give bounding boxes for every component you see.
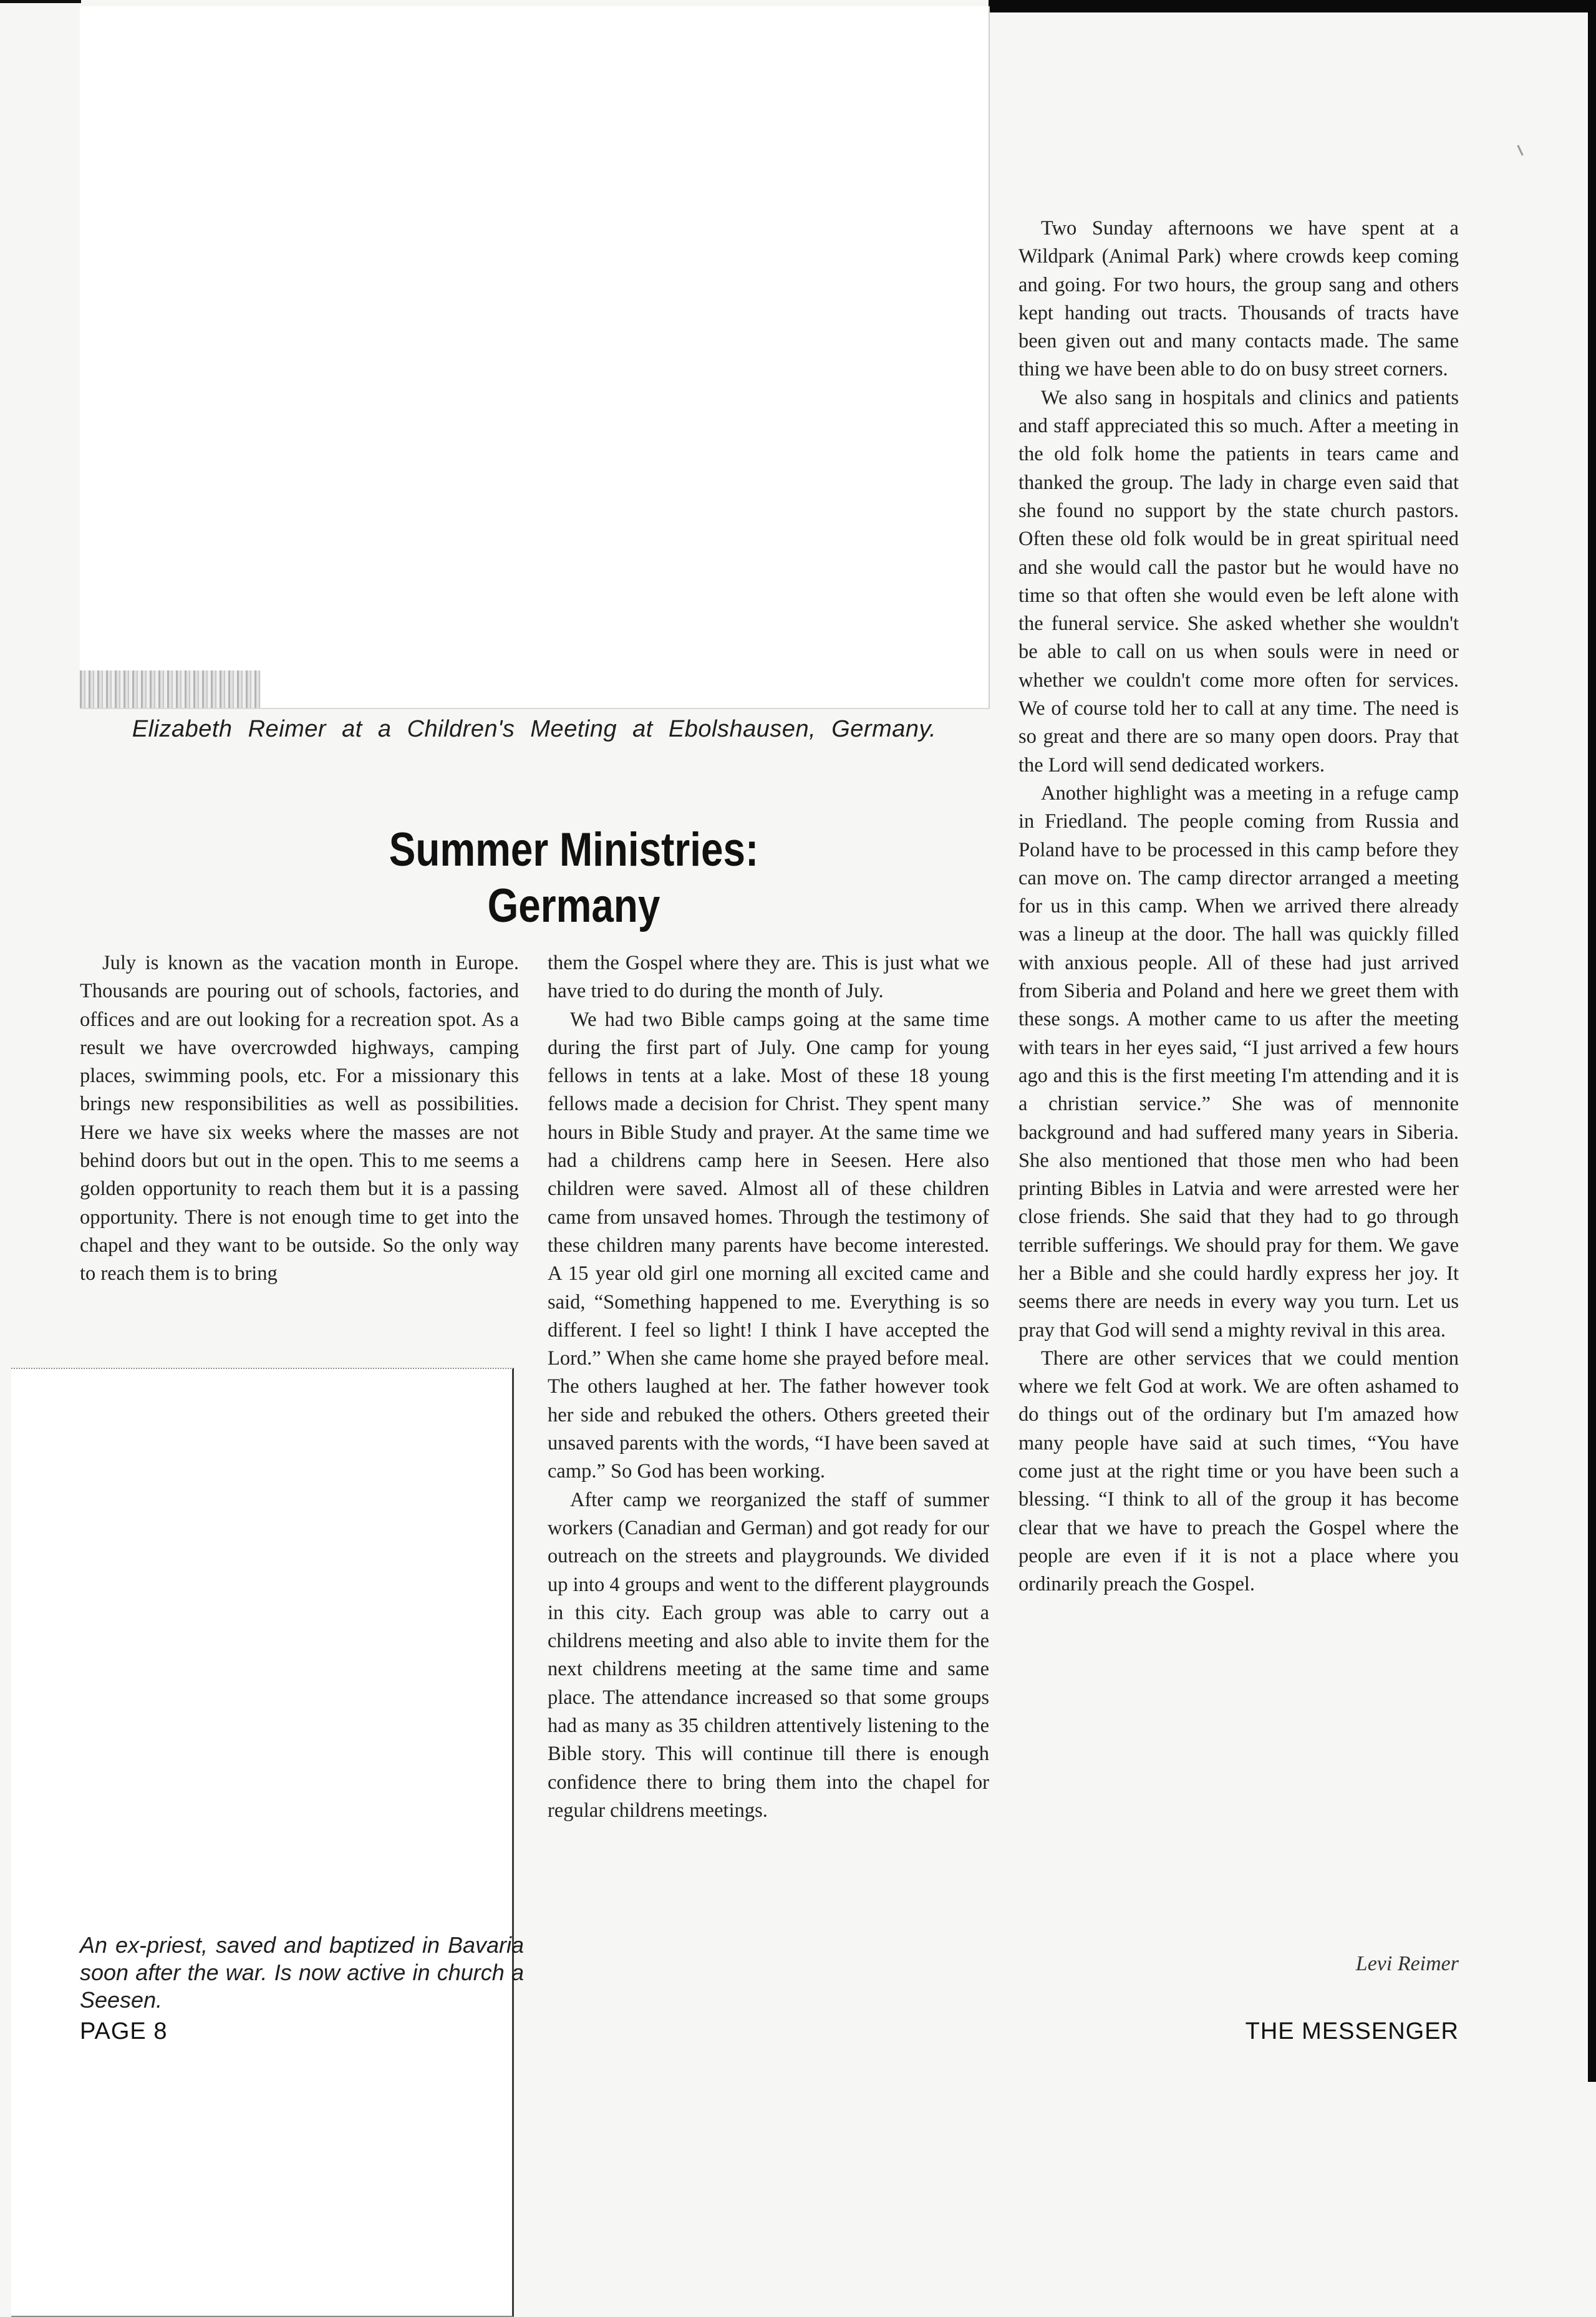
photo-bottom-caption: An ex-priest, saved and baptized in Bavaria soon after the war. Is now active in church a Seesen.: [80, 1932, 524, 2013]
photo-top: [80, 6, 990, 709]
photo-bottom: [11, 1368, 514, 2317]
column-2-paragraph: We had two Bible camps going at the same time during the first part of July. One camp for young fellows in tents at a lake. Most of these 18 young fellows made a decision for Christ. They spent many hours in Bible Study and prayer. At the same time we had a childrens camp here in Seesen. Here also children were saved. Almost all of these children came from unsaved homes. Through the testimony of these children many parents have become interested. A 15 year old girl one morning all excited came and said, “Something happened to me. Everything is so different. I feel so light! I think I have accepted the Lord.” When she came home she prayed before meal. The others laughed at her. The father however took her side and rebuked the others. Others greeted their unsaved parents with the words, “I have been saved at camp.” So God has been working.: [548, 1008, 989, 1483]
scan-edge-top-right: [989, 0, 1596, 12]
author-signature: Levi Reimer: [1355, 1952, 1459, 1975]
column-2-paragraph: After camp we reorganized the staff of summer workers (Canadian and German) and got ready for our outreach on the streets and playgrounds. We divided up into 4 groups and went to the different playgrounds in this city. Each group was able to carry out a childrens meeting and also able to invite them for the next childrens meeting at the same time and same place. The attendance increased so that some groups had as many as 35 children attentively listening to the Bible story. This will continue till there is enough confidence there to bring them into the chapel for regular childrens meetings.: [548, 1488, 989, 1822]
headline-line-2: Germany: [487, 879, 660, 932]
photo-top-caption: Elizabeth Reimer at a Children's Meeting at Ebolshausen, Germany.: [132, 716, 937, 742]
article-headline: [299, 822, 849, 934]
article-column-2: [548, 949, 989, 1825]
article-column-3: [1018, 215, 1459, 1599]
column-3-paragraph: Two Sunday afternoons we have spent at a Wildpark (Animal Park) where crowds keep coming and going. For two hours, the group sang and others kept handing out tracts. Thousands of tracts have been given out and many contacts made. The same thing we have been able to do on busy street corners.: [1018, 217, 1459, 381]
scan-edge-right: [1588, 0, 1596, 2082]
scan-speck: [1517, 145, 1523, 156]
article-column-1: [80, 949, 519, 1289]
column-3-paragraph: There are other services that we could mention where we felt God at work. We are often ashamed to do things out of the ordinary but I'm amazed how many people have said at such times, “You have come just at the right time or you have been such a blessing. “I think to all of the group it has become clear that we have to preach the Gospel where the people are even if it is not a place where you ordinarily preach the Gospel.: [1018, 1347, 1459, 1596]
photo-top-grain: [80, 670, 261, 708]
column-3-paragraph: We also sang in hospitals and clinics and patients and staff appreciated this so much. After a meeting in the old folk home the patients in tears came and thanked the group. The lady in charge even said that she found no support by the state church pastors. Often these old folk would be in great spiritual need and she would call the pastor but he would have no time so that often she would even be left alone with the funeral service. She asked whether she wouldn't be able to call on us when souls were in need or whether we couldn't come more often for services. We of course told her to call at any time. The need is so great and there are so many open doors. Pray that the Lord will send dedicated workers.: [1018, 386, 1459, 776]
column-2-paragraph: them the Gospel where they are. This is just what we have tried to do during the month of July.: [548, 952, 989, 1003]
column-3-paragraph: Another highlight was a meeting in a refuge camp in Friedland. The people coming from Russia and Poland have to be processed in this camp before they can move on. The camp director arranged a meeting for us in this camp. When we arrived there already was a lineup at the door. The hall was quickly filled with anxious people. All of these had just arrived from Siberia and Poland and here we greet them with these songs. A mother came to us after the meeting with tears in her eyes said, “I just arrived a few hours ago and this is the first meeting I'm attending and it is a christian service.” She was of mennonite background and had suffered many years in Siberia. She also mentioned that those men who had been printing Bibles in Latvia and were arrested were her close friends. She said that they had to go through terrible sufferings. We should pray for them. We gave her a Bible and she could hardly express her joy. It seems there are needs in every way you turn. Let us pray that God will send a mighty revival in this area.: [1018, 781, 1459, 1342]
headline-line-1: Summer Ministries:: [389, 823, 759, 876]
page-number: PAGE 8: [80, 2018, 168, 2044]
scan-edge-top-left: [0, 0, 81, 3]
column-1-paragraph: July is known as the vacation month in Europe. Thousands are pouring out of schools, factories, and offices and are out looking for a recreation spot. As a result we have overcrowded highways, camping places, swimming pools, etc. For a missionary this brings new responsibilities as well as possibilities. Here we have six weeks where the masses are not behind doors but out in the open. This to me seems a golden opportunity to reach them but it is a passing opportunity. There is not enough time to get into the chapel and they want to be outside. So the only way to reach them is to bring: [80, 952, 519, 1285]
publication-name: THE MESSENGER: [1245, 2018, 1459, 2044]
